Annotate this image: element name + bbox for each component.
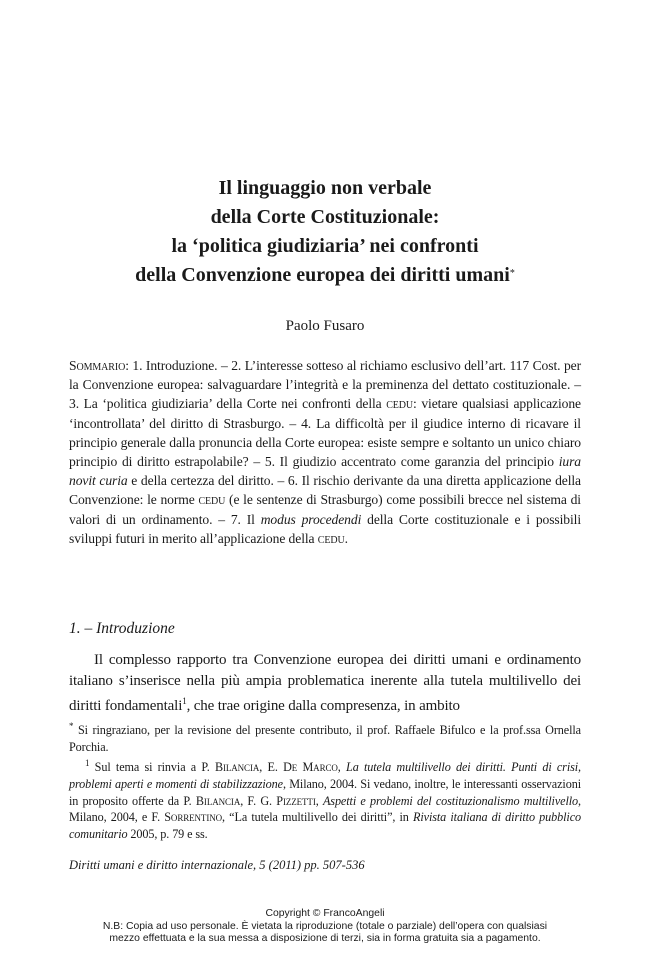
footnote-1-text: 2005, p. 79 e ss. — [127, 826, 208, 841]
journal-reference: Diritti umani e diritto internazionale, 5 (2011) pp. 507-536 — [69, 858, 365, 872]
cedu-abbrev: cedu — [317, 530, 345, 546]
footnotes — [69, 718, 581, 842]
section-heading: 1. – Introduzione — [69, 620, 175, 637]
footnote-star-marker: * — [69, 721, 74, 731]
footnote-1-marker: 1 — [85, 758, 90, 769]
footnote-1-text: , Milano, 2004. Si vedano, inoltre, le interessanti osservazioni in proposito offerte da P. — [69, 776, 581, 808]
footnote-1-text: , E. — [259, 760, 284, 775]
footnote-1-text: , — [337, 760, 347, 775]
author-name-sc: Bilancia — [214, 760, 260, 775]
author-name-sc: Pizzetti — [276, 793, 316, 808]
cedu-abbrev: cedu — [198, 492, 226, 508]
summary-text-3: e della certezza del diritto. – 6. Il rischio derivante da una diretta applicazione della Convenzione: le norme — [69, 473, 581, 508]
title-line-4-text: della Convenzione europea dei diritti umani — [135, 264, 510, 286]
body-text-1: Il complesso rapporto tra Convenzione europea dei diritti umani e ordinamento italiano s’inserisce nella più ampia problematica inerente alla tutela multilivello dei diritti fondamentali — [69, 652, 581, 714]
copyright-notice — [0, 908, 650, 946]
article-title — [60, 174, 590, 290]
footnote-1-text: , Milano, 2004, e F. — [69, 793, 581, 825]
author-name-sc: Sorrentino — [164, 810, 223, 825]
summary-text-2: : vietare qualsiasi applicazione ‘incontrollata’ del diritto di Strasburgo. – 4. La difficoltà per il giudice interno di ricavare il principio generale dalla pronuncia della Corte europea: esiste sempre e soltanto un unico chiaro principio di diritto estrapolabile? – 5. Il giudizio accentrato come garanzia del principio — [69, 396, 581, 470]
title-line-2: della Corte Costituzionale: — [210, 206, 440, 228]
title-line-1: Il linguaggio non verbale — [218, 177, 432, 199]
footnote-1-text: , F. G. — [240, 793, 277, 808]
copyright-line-3: mezzo effettuata e la sua messa a disposizione di terzi, sia in forma gratuita sia a pagamento. — [109, 933, 541, 944]
cedu-abbrev: cedu — [386, 396, 414, 412]
footnote-1-text: , “La tutela multilivello dei diritti”, in — [222, 810, 414, 825]
summary-text-6: . — [344, 530, 348, 546]
body-paragraph — [69, 650, 581, 717]
body-text-2: , che trae origine dalla compresenza, in ambito — [186, 698, 460, 714]
summary-text-5: della Corte costituzionale e i possibili sviluppi futuri in merito all’applicazione della — [69, 511, 582, 546]
author-name-sc: De Marco — [283, 760, 338, 775]
author-name: Paolo Fusaro — [285, 318, 365, 334]
footnote-1-text: , — [315, 793, 323, 808]
summary-text-4: (e le sentenze di Strasburgo) come possibili brecce nel sistema di valori di un ordinamento. – 7. Il — [69, 492, 581, 527]
copyright-line-1: Copyright © FrancoAngeli — [265, 908, 385, 919]
footnote-1 — [69, 755, 581, 842]
copyright-line-2: N.B: Copia ad uso personale. È vietata la riproduzione (totale o parziale) dell’opera con qualsiasi — [102, 920, 548, 932]
summary-text-1: : 1. Introduzione. – 2. L’interesse sotteso al richiamo esclusivo dell’art. 117 Cost. per la Convenzione europea: salvaguardare l’integrità e la preminenza del dettato costituzionale. – 3. La ‘politica giudiziaria’ della Corte nei confronti della — [69, 358, 581, 412]
summary-label: Sommario — [69, 358, 126, 373]
latin-phrase-iura: iura novit curia — [69, 454, 581, 489]
title-line-4 — [60, 261, 590, 290]
book-title: Aspetti e problemi del costituzionalismo multilivello — [322, 793, 579, 808]
title-footnote-marker[interactable]: * — [509, 268, 515, 279]
footnote-star-text: Si ringraziano, per la revisione del presente contributo, il prof. Raffaele Bifulco e la prof.ssa Ornella Porchia. — [69, 723, 581, 754]
footnote-ref-1[interactable]: 1 — [182, 696, 187, 706]
latin-phrase-modus: modus procedendi — [260, 511, 362, 527]
summary-block — [69, 356, 581, 548]
author-name-sc: Bilancia — [195, 793, 241, 808]
journal-title: Rivista italiana di diritto pubblico comunitario — [69, 810, 581, 841]
footnote-star — [69, 718, 581, 755]
title-line-3: la ‘politica giudiziaria’ nei confronti — [171, 235, 479, 257]
footnote-1-text: Sul tema si rinvia a P. — [89, 760, 215, 775]
book-title: La tutela multilivello dei diritti. Punti di crisi, problemi aperti e momenti di stabilizzazione — [69, 760, 581, 791]
